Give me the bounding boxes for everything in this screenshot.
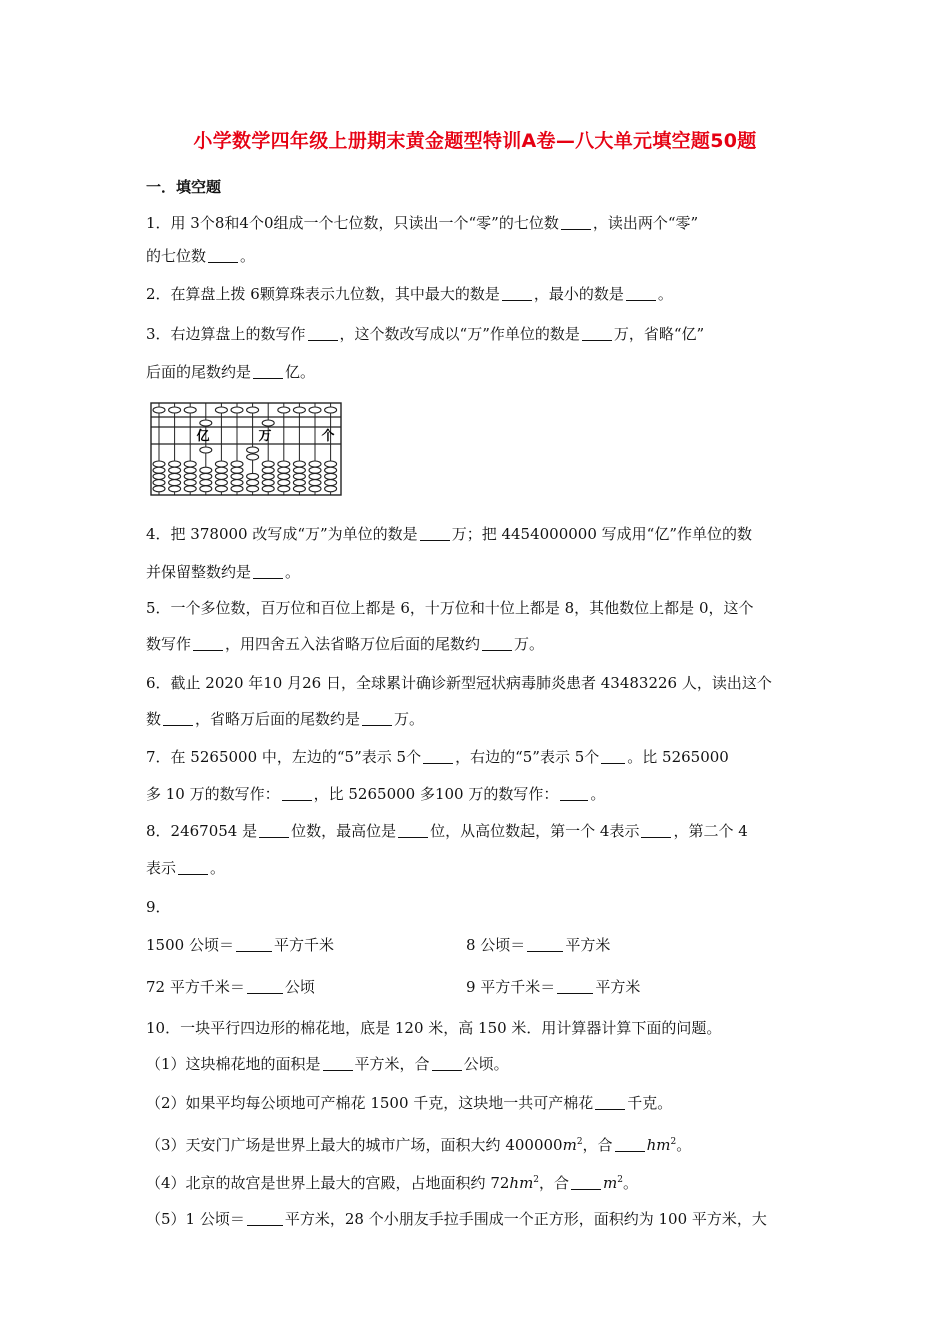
question-9-item-3: 72 平方千米＝ 公顷 xyxy=(146,978,315,996)
answer-blank[interactable] xyxy=(561,215,591,230)
question-7-line-1: 7．在 5265000 中，左边的“5”表示 5个 ，右边的“5”表示 5个 。比 5265000 xyxy=(146,748,729,766)
answer-blank[interactable] xyxy=(247,979,283,994)
abacus-label-ge: 个 xyxy=(321,429,335,444)
question-7-line-2: 多 10 万的数写作： ，比 5265000 多100 万的数写作： 。 xyxy=(146,785,606,803)
question-6-line-1: 6．截止 2020 年10 月26 日，全球累计确诊新型冠状病毒肺炎患者 43483226 人，读出这个 xyxy=(146,674,772,692)
answer-blank[interactable] xyxy=(582,326,612,341)
question-4-line-2: 并保留整数约是 。 xyxy=(146,563,301,581)
question-10-part-3: （3）天安门广场是世界上最大的城市广场，面积大约 $400000m^2$，合 $hm^2$。 xyxy=(146,1136,692,1154)
question-9-item-1: 1500 公顷＝ 平方千米 xyxy=(146,936,334,954)
answer-blank[interactable] xyxy=(641,823,671,838)
answer-blank[interactable] xyxy=(615,1137,645,1152)
answer-blank[interactable] xyxy=(595,1095,625,1110)
answer-blank[interactable] xyxy=(308,326,338,341)
answer-blank[interactable] xyxy=(560,786,588,801)
answer-blank[interactable] xyxy=(527,937,563,952)
answer-blank[interactable] xyxy=(482,636,512,651)
answer-blank[interactable] xyxy=(626,286,656,301)
question-1-line-2: 的七位数 。 xyxy=(146,247,256,265)
answer-blank[interactable] xyxy=(247,1211,283,1226)
answer-blank[interactable] xyxy=(193,636,223,651)
abacus-beads xyxy=(153,407,337,492)
question-10-part-1: （1）这块棉花地的面积是 平方米，合 公顷。 xyxy=(146,1055,509,1073)
answer-blank[interactable] xyxy=(236,937,272,952)
question-10-part-5: （5）1 公顷＝ 平方米，28 个小朋友手拉手围成一个正方形，面积约为 100 平方米，大 xyxy=(146,1210,767,1228)
answer-blank[interactable] xyxy=(432,1056,462,1071)
answer-blank[interactable] xyxy=(253,564,283,579)
question-10-part-4: （4）北京的故宫是世界上最大的宫殿，占地面积约 $72hm^2$，合 $m^2$。 xyxy=(146,1174,639,1192)
question-8-line-1: 8．2467054 是 位数，最高位是 位，从高位数起，第一个 4表示 ，第二个 4 xyxy=(146,822,748,840)
question-9-item-2: 8 公顷＝ 平方米 xyxy=(466,936,611,954)
answer-blank[interactable] xyxy=(323,1056,353,1071)
question-10-stem: 10．一块平行四边形的棉花地，底是 120 米，高 150 米．用计算器计算下面的问题。 xyxy=(146,1019,722,1037)
answer-blank[interactable] xyxy=(557,979,593,994)
question-10-part-2: （2）如果平均每公顷地可产棉花 1500 千克，这块地一共可产棉花 千克。 xyxy=(146,1094,673,1112)
question-5-line-1: 5．一个多位数，百万位和百位上都是 6，十万位和十位上都是 8，其他数位上都是 0，这个 xyxy=(146,599,754,617)
abacus-label-yi: 亿 xyxy=(196,429,210,444)
abacus-label-wan: 万 xyxy=(258,429,272,444)
answer-blank[interactable] xyxy=(601,749,625,764)
abacus-figure xyxy=(150,400,342,498)
answer-blank[interactable] xyxy=(208,248,238,263)
question-5-line-2: 数写作 ，用四舍五入法省略万位后面的尾数约 万。 xyxy=(146,635,545,653)
question-6-line-2: 数 ，省略万后面的尾数约是 万。 xyxy=(146,710,425,728)
question-3-line-1: 3．右边算盘上的数写作 ，这个数改写成以“万”作单位的数是 万，省略“亿” xyxy=(146,325,705,343)
answer-blank[interactable] xyxy=(398,823,428,838)
answer-blank[interactable] xyxy=(253,364,283,379)
answer-blank[interactable] xyxy=(502,286,532,301)
question-8-line-2: 表示 。 xyxy=(146,859,226,877)
page-title: 小学数学四年级上册期末黄金题型特训A卷—八大单元填空题50题 xyxy=(193,130,757,152)
answer-blank[interactable] xyxy=(420,526,450,541)
answer-blank[interactable] xyxy=(282,786,312,801)
question-9-number: 9． xyxy=(146,898,171,916)
question-2: 2．在算盘上拨 6颗算珠表示九位数，其中最大的数是 ，最小的数是 。 xyxy=(146,285,673,303)
question-9-item-4: 9 平方千米＝ 平方米 xyxy=(466,978,641,996)
question-3-line-2: 后面的尾数约是 亿。 xyxy=(146,363,316,381)
answer-blank[interactable] xyxy=(423,749,453,764)
question-1-line-1: 1．用 3个8和4个0组成一个七位数，只读出一个“零”的七位数 ，读出两个“零” xyxy=(146,214,699,232)
question-4-line-1: 4．把 378000 改写成“万”为单位的数是 万；把 4454000000 写成用“亿”作单位的数 xyxy=(146,525,752,543)
answer-blank[interactable] xyxy=(362,711,392,726)
answer-blank[interactable] xyxy=(178,860,208,875)
section-heading: 一．填空题 xyxy=(146,178,222,196)
answer-blank[interactable] xyxy=(571,1175,601,1190)
answer-blank[interactable] xyxy=(259,823,289,838)
answer-blank[interactable] xyxy=(163,711,193,726)
